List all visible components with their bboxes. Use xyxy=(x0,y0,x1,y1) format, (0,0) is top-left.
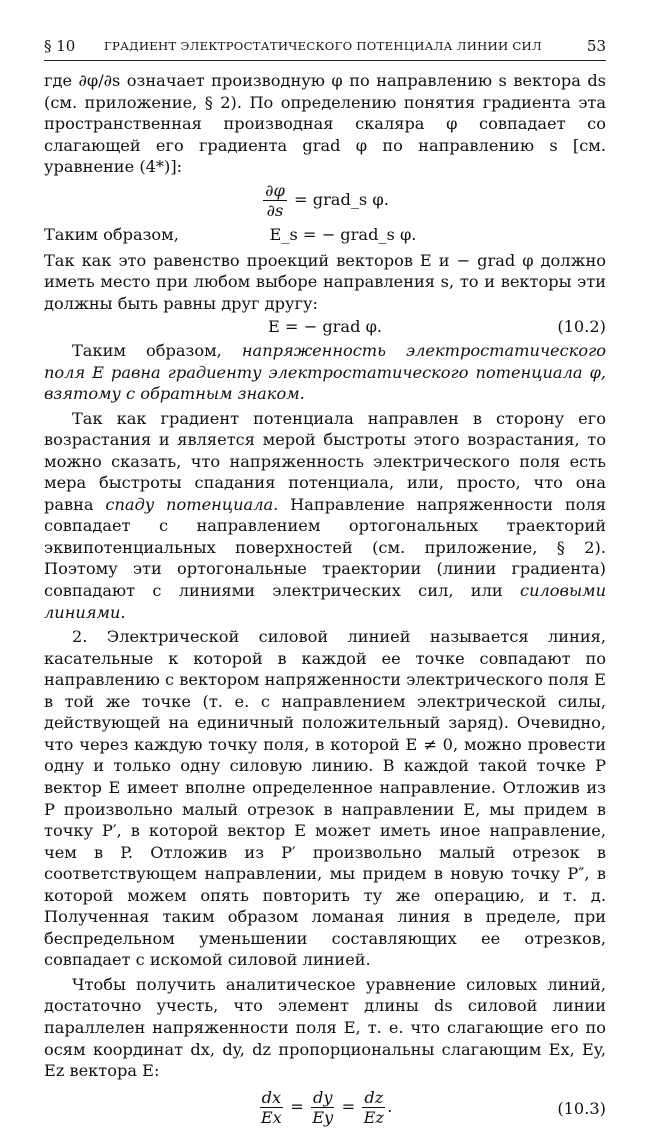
running-title: ГРАДИЕНТ ЭЛЕКТРОСТАТИЧЕСКОГО ПОТЕНЦИАЛА ЛИНИИ СИЛ xyxy=(104,39,542,53)
paragraph-5 xyxy=(44,408,606,623)
running-header xyxy=(44,34,606,61)
page-body xyxy=(44,70,606,1129)
equation-text: E_s = − grad_s φ. xyxy=(269,225,417,245)
paragraph-7: Чтобы получить аналитическое уравнение силовых линий, достаточно учесть, что элемент длины ds силовой линии параллелен напряженности поля E, т. е. что слагающие его по осям координат dx, dy, dz пропорциональны слагающим Ex, Ey, Ez вектора E: xyxy=(44,974,606,1081)
paragraph-5-emphasis-2: силовыми линиями. xyxy=(44,581,606,622)
paragraph-6: 2. Электрической силовой линией называется линия, касательные к которой в каждой ее точке совпадают по направлению с вектором напряженности электрического поля E в той же точке (т. е. с направлением электрической силы, действующей на единичный положительный заряд). Очевидно, что через каждую точку поля, в которой E ≠ 0, можно провести одну и только одну силовую линию. В каждой такой точке P вектор E имеет вполне определенное направление. Отложив из P произвольно малый отрезок в направлении E, мы придем в точку P′, в которой вектор E может иметь иное направление, чем в P. Отложив из P′ произвольно малый отрезок в соответствующем направлении, мы придем в новую точку P″, в которой можем опять повторить ту же операцию, и т. д. Полученная таким образом ломаная линия в пределе, при беспредельном уменьшении составляющих ее отрезков, совпадает с искомой силовой линией. xyxy=(44,627,606,970)
paragraph-4-plain: Таким образом, xyxy=(72,341,242,361)
fraction-denominator: Ex xyxy=(260,1107,282,1127)
equation-derivative xyxy=(44,181,606,220)
equation-text: E = − grad φ. xyxy=(267,317,383,337)
fraction-numerator: dy xyxy=(312,1087,333,1107)
equation-projection xyxy=(44,224,606,246)
fraction-numerator: dz xyxy=(364,1087,384,1107)
fraction-dy xyxy=(311,1088,335,1127)
paragraph-4-emphasis: напряженность электростатического поля E равна градиенту электростатического потенциала φ, взятому с обратным знаком. xyxy=(44,341,606,404)
paragraph-3: Так как это равенство проекций векторов E и − grad φ должно иметь место при любом выборе направления s, то и векторы эти должны быть равны друг другу: xyxy=(44,250,606,313)
equation-10-2 xyxy=(44,316,606,338)
fraction-dx xyxy=(260,1088,284,1127)
fraction-denominator: Ez xyxy=(363,1107,384,1127)
paragraph-2: Таким образом, xyxy=(44,224,179,244)
fraction xyxy=(263,181,287,220)
equation-number: (10.2) xyxy=(557,317,606,337)
fraction-dz xyxy=(362,1088,385,1127)
fraction-numerator: ∂φ xyxy=(265,180,285,200)
paragraph-5-text-a: Так как градиент потенциала направлен в сторону его возрастания и является мерой быстроты этого возрастания, то можно сказать, что напряженность электрического поля есть мера быстроты спадания потенциала, или, просто, что она равна xyxy=(44,408,606,514)
equation-rhs: = grad_s φ. xyxy=(294,189,389,209)
fraction-denominator: ∂s xyxy=(266,200,284,220)
equation-10-3: $\frac{dx}{Ex}$ = $\frac{dy}{Ey}$ = $\frac{dz}{Ez}$ . (10.3) xyxy=(260,1087,606,1127)
paragraph-5-text-b: Направление напряженности поля совпадает с направлением ортогональных траекторий эквипотенциальных поверхностей (см. приложение, § 2). Поэтому эти ортогональные траектории (линии градиента) совпадают с линиями электрических сил, или xyxy=(44,494,606,601)
paragraph-4 xyxy=(44,340,606,405)
equation-number: (10.3) xyxy=(557,1098,606,1118)
fraction-numerator: dx xyxy=(261,1087,282,1107)
page-number: 53 xyxy=(586,37,606,55)
fraction-denominator: Ey xyxy=(312,1107,334,1127)
paragraph-1: где ∂φ/∂s означает производную φ по направлению s вектора ds (см. приложение, § 2). По определению понятия градиента эта пространственная производная скаляра φ совпадает со слагающей его градиента grad φ по направлению s [см. уравнение (4*)]: xyxy=(44,71,606,177)
section-number: § 10 xyxy=(44,37,76,55)
paragraph-5-emphasis-1: спаду потенциала. xyxy=(105,494,279,514)
